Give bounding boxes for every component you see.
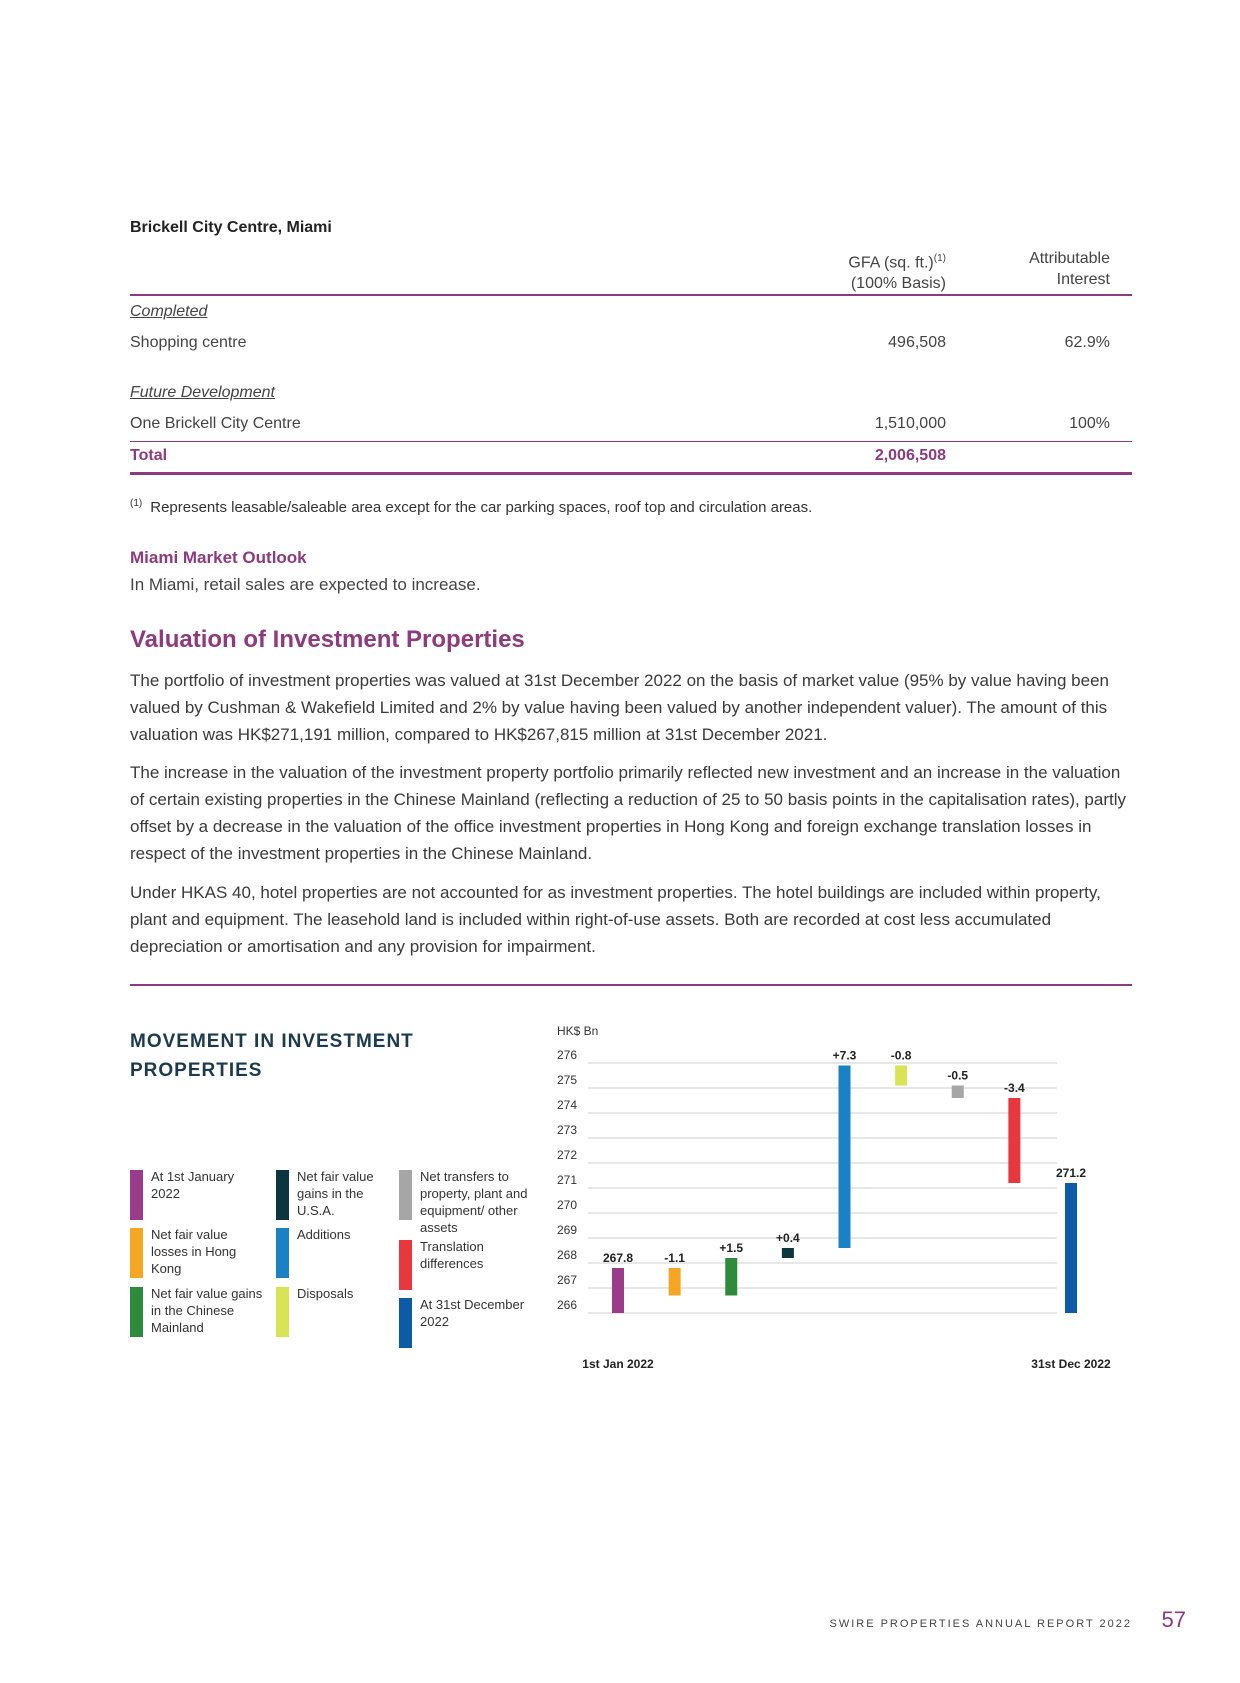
waterfall-bar [612,1268,624,1313]
row-interest: 100% [1069,415,1110,432]
data-label: -0.8 [890,1048,912,1063]
legend-swatch [130,1228,143,1278]
data-label: +7.3 [832,1048,857,1063]
legend-label: Net fair value gains in the U.S.A. [297,1169,374,1218]
legend-swatch [276,1170,289,1220]
legend-label: Net transfers to property, plant and equipment/ other assets [420,1169,528,1235]
y-tick-label: 269 [557,1223,578,1237]
legend-swatch [276,1228,289,1278]
row-name: One Brickell City Centre [130,415,301,432]
y-tick-label: 276 [557,1048,578,1062]
valuation-paragraph-1: The portfolio of investment properties was valued at 31st December 2022 on the basis of market value (95% by value having been valued by Cushman & Wakefield Limited and 2% by value having been valued by another independent valuer). The amount of this valuation was HK$271,191 million, compared to HK$267,815 million at 31st December 2021. [130,671,1110,744]
valuation-paragraph-3: Under HKAS 40, hotel properties are not accounted for as investment properties. The hotel buildings are included within property, plant and equipment. The leasehold land is included within right-of-use assets. Both are recorded at cost less accumulated depreciation or amortisation and any provision for impairment. [130,883,1101,956]
legend-label: Disposals [297,1286,354,1301]
row-name: Shopping centre [130,334,247,351]
column-header-interest [960,248,1110,290]
footnote [130,498,812,516]
x-start-label: 1st Jan 2022 [582,1357,654,1371]
table-header-rule [130,294,1132,296]
y-tick-label: 274 [557,1098,578,1112]
row-interest: 62.9% [1064,334,1110,351]
chart-title: MOVEMENT IN INVESTMENT PROPERTIES [130,1031,414,1081]
footer-text: SWIRE PROPERTIES ANNUAL REPORT 2022 [829,1618,1132,1630]
valuation-heading: Valuation of Investment Properties [130,626,525,653]
y-tick-label: 270 [557,1198,578,1212]
interest-header-line2: Interest [1056,271,1110,288]
x-end-label: 31st Dec 2022 [1031,1357,1111,1371]
y-tick-label: 267 [557,1273,578,1287]
gridlines [588,1063,1057,1313]
data-label: -1.1 [664,1251,685,1265]
row-gfa: 1,510,000 [874,415,946,432]
table-total-row [130,447,1110,469]
legend-swatch [130,1170,143,1220]
outlook-heading: Miami Market Outlook [130,548,307,567]
completed-subheading: Completed [130,303,208,320]
waterfall-bar [725,1258,737,1296]
total-label: Total [130,447,168,464]
waterfall-bar [1065,1183,1077,1313]
y-tick-label: 273 [557,1123,578,1137]
legend-label: At 31st December 2022 [420,1297,525,1329]
table-bottom-rule [130,472,1132,475]
data-label: +1.5 [719,1241,744,1255]
y-tick-label: 268 [557,1248,578,1262]
y-axis-ticks [557,1048,577,1312]
data-label: -0.5 [947,1068,969,1083]
y-tick-label: 271 [557,1173,578,1187]
y-axis-unit-label: HK$ Bn [557,1024,599,1038]
gfa-header-line2: (100% Basis) [850,275,946,293]
waterfall-chart [540,1015,1140,1375]
table-row [130,415,1110,437]
row-divider [130,441,1132,442]
legend-swatch [276,1287,289,1337]
waterfall-bar [782,1248,794,1258]
legend-label: Net fair value losses in Hong Kong [151,1227,237,1276]
section-title: Brickell City Centre, Miami [130,219,332,236]
legend-swatch [399,1240,412,1290]
bars [612,1066,1077,1314]
page-number: 57 [1161,1607,1186,1632]
waterfall-bar [895,1066,907,1086]
legend-label: At 1st January 2022 [151,1169,235,1201]
footnote-text: Represents leasable/saleable area except for the car parking spaces, roof top and circulation areas. [150,499,813,516]
data-label: 271.2 [1055,1166,1087,1180]
gfa-header-footnote-mark: (1) [933,253,946,264]
future-development-subheading: Future Development [130,384,275,401]
y-tick-label: 266 [557,1298,578,1312]
waterfall-bar [839,1066,851,1249]
legend-label: Net fair value gains in the Chinese Mainland [151,1286,263,1335]
legend-label: Additions [297,1227,351,1242]
column-header-gfa [760,248,946,294]
data-label: 267.8 [602,1251,634,1265]
legend-label: Translation differences [420,1239,484,1271]
table-row [130,334,1110,356]
gfa-header-line1: GFA (sq. ft.) [848,254,934,272]
section-divider [130,984,1132,986]
interest-header-line1: Attributable [1029,250,1110,267]
row-gfa: 496,508 [888,334,946,351]
outlook-text: In Miami, retail sales are expected to increase. [130,575,481,594]
legend-swatch [130,1287,143,1337]
footnote-mark: (1) [130,498,143,509]
legend-swatch [399,1170,412,1220]
waterfall-bar [952,1086,964,1099]
waterfall-bar [669,1268,681,1296]
valuation-paragraph-2: The increase in the valuation of the investment property portfolio primarily reflected new investment and an increase in the valuation of certain existing properties in the Chinese Mainland (reflecting a reduction of 25 to 50 basis points in the capitalisation rates), partly offset by a decrease in the valuation of the office investment properties in Hong Kong and foreign exchange translation losses in respect of the investment properties in the Chinese Mainland. [130,763,1126,863]
total-gfa: 2,006,508 [874,447,946,464]
y-tick-label: 275 [557,1073,578,1087]
legend-swatch [399,1298,412,1348]
waterfall-bar [1008,1098,1020,1183]
y-tick-label: 272 [557,1148,578,1162]
data-label: -3.4 [1004,1081,1025,1095]
data-label: +0.4 [776,1231,800,1245]
